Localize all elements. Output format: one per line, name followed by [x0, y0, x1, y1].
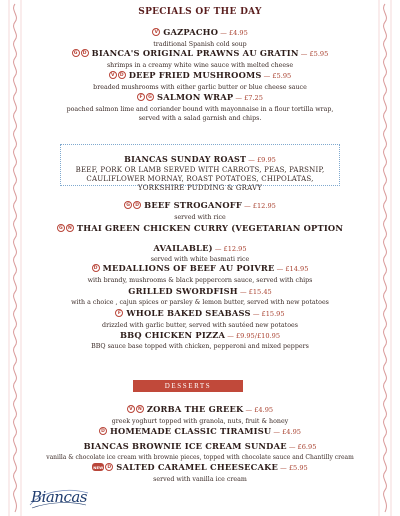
dairy-icon: D [81, 49, 89, 57]
gluten-icon: G [124, 201, 132, 209]
item-description: with brandy, mushrooms & black peppercorn sauce, served with chips [87, 277, 313, 284]
item-price: — £15.95 [250, 310, 285, 318]
item-name: MEDALLIONS OF BEEF AU POIVRE [102, 263, 275, 273]
item-name: SALTED CARAMEL CHEESECAKE [116, 462, 279, 472]
fish-icon: F [137, 93, 145, 101]
item-price: — £4.95 [271, 428, 301, 436]
item-price: — £4.95 [218, 29, 248, 37]
item-description: vanilla & chocolate ice cream with brownie pieces, topped with chocolate sauce and Chantilly cream [46, 454, 354, 461]
roast-line: BEEF, PORK OR LAMB SERVED WITH CARROTS, PEAS, PARSNIP, [75, 166, 325, 174]
item-description: BBQ sauce base topped with chicken, pepperoni and mixed peppers [91, 343, 309, 350]
item-name: DEEP FRIED MUSHROOMS [128, 70, 262, 80]
menu-title: SPECIALS OF THE DAY [138, 7, 262, 17]
item-price: — £5.95 [298, 50, 329, 58]
dairy-icon: D [92, 264, 100, 272]
dietary-badges [92, 456, 114, 475]
nuts-icon: N [66, 224, 74, 232]
item-name-continued: AVAILABLE) [153, 243, 213, 253]
vegetarian-icon: V [109, 71, 117, 79]
left-ornament-border [7, 0, 23, 516]
dairy-icon: D [105, 463, 113, 471]
item-description: drizzled with garlic butter, served with sautéed new potatoes [102, 322, 298, 329]
item-name: BBQ CHICKEN PIZZA [119, 330, 226, 340]
item-description: with a choice , cajun spices or parsley & lemon butter, served with new potatoes [71, 299, 329, 306]
item-price: — £14.95 [274, 265, 309, 273]
item-price: — £9.95/£10.95 [225, 332, 281, 340]
new-badge-icon: NEW [93, 464, 104, 470]
item-name: BEEF STROGANOFF [144, 200, 242, 210]
vegetarian-icon: V [127, 405, 135, 413]
item-name: GRILLED SWORDFISH [128, 286, 238, 296]
dairy-icon: D [133, 201, 141, 209]
fish-icon: F [115, 309, 123, 317]
item-name: BIANCAS BROWNIE ICE CREAM SUNDAE [83, 441, 287, 451]
gluten-icon: G [57, 224, 65, 232]
nuts-icon: N [136, 405, 144, 413]
desserts-heading: DESSERTS [133, 380, 243, 392]
item-name: SALMON WRAP [157, 92, 234, 102]
item-price: — £12.95 [241, 202, 276, 210]
item-description: breaded mushrooms with either garlic butter or blue cheese sauce [93, 84, 307, 91]
dairy-icon: D [99, 427, 107, 435]
item-price: — £12.95 [212, 245, 247, 253]
item-description: poached salmon lime and coriander bound with mayonnaise in a flour tortilla wrap, [66, 106, 334, 113]
dietary-badges [127, 398, 145, 417]
vegetarian-icon: V [152, 28, 160, 36]
roast-line: CAULIFLOWER MORNAY, ROAST POTATOES, CHIPOLATAS, [86, 175, 314, 183]
item-description: served with a salad garnish and chips. [138, 115, 262, 123]
roast-line: YORKSHIRE PUDDING & GRAVY [137, 184, 263, 192]
item-description: shrimps in a creamy white wine sauce with melted cheese [106, 62, 294, 69]
gluten-icon: G [72, 49, 80, 57]
roast-name: BIANCAS SUNDAY ROAST [124, 154, 247, 164]
biancas-logo-text: Biancas [31, 488, 87, 506]
item-description: served with vanilla ice cream [153, 476, 247, 483]
dessert-item-salted-caramel-cheesecake [30, 455, 370, 484]
item-name: BIANCA'S ORIGINAL PRAWNS AU GRATIN [91, 48, 299, 58]
gluten-icon: G [146, 93, 154, 101]
item-description: traditional Spanish cold soup [153, 41, 247, 48]
item-name: WHOLE BAKED SEABASS [126, 308, 251, 318]
item-description: greek yoghurt topped with granola, nuts, fruit & honey [111, 418, 289, 425]
right-ornament-border [377, 0, 393, 516]
item-price: — £7.25 [233, 94, 263, 102]
item-price: — £4.95 [243, 406, 274, 414]
item-price: — £5.95 [261, 72, 292, 80]
item-price: — £6.95 [286, 443, 317, 451]
item-price: — £5.95 [278, 464, 308, 472]
dairy-icon: D [118, 71, 126, 79]
roast-price: — £9.95 [246, 156, 276, 164]
item-name: GAZPACHO [163, 27, 219, 37]
item-description: served with white basmati rice [150, 256, 250, 263]
item-name: THAI GREEN CHICKEN CURRY (VEGETARIAN OPTION [76, 223, 344, 233]
item-description: served with rice [174, 214, 226, 221]
desserts-content [30, 0, 370, 516]
item-name: ZORBA THE GREEK [146, 404, 244, 414]
item-name: HOMEMADE CLASSIC TIRAMISU [109, 426, 272, 436]
item-price: — £15.45 [237, 288, 272, 296]
